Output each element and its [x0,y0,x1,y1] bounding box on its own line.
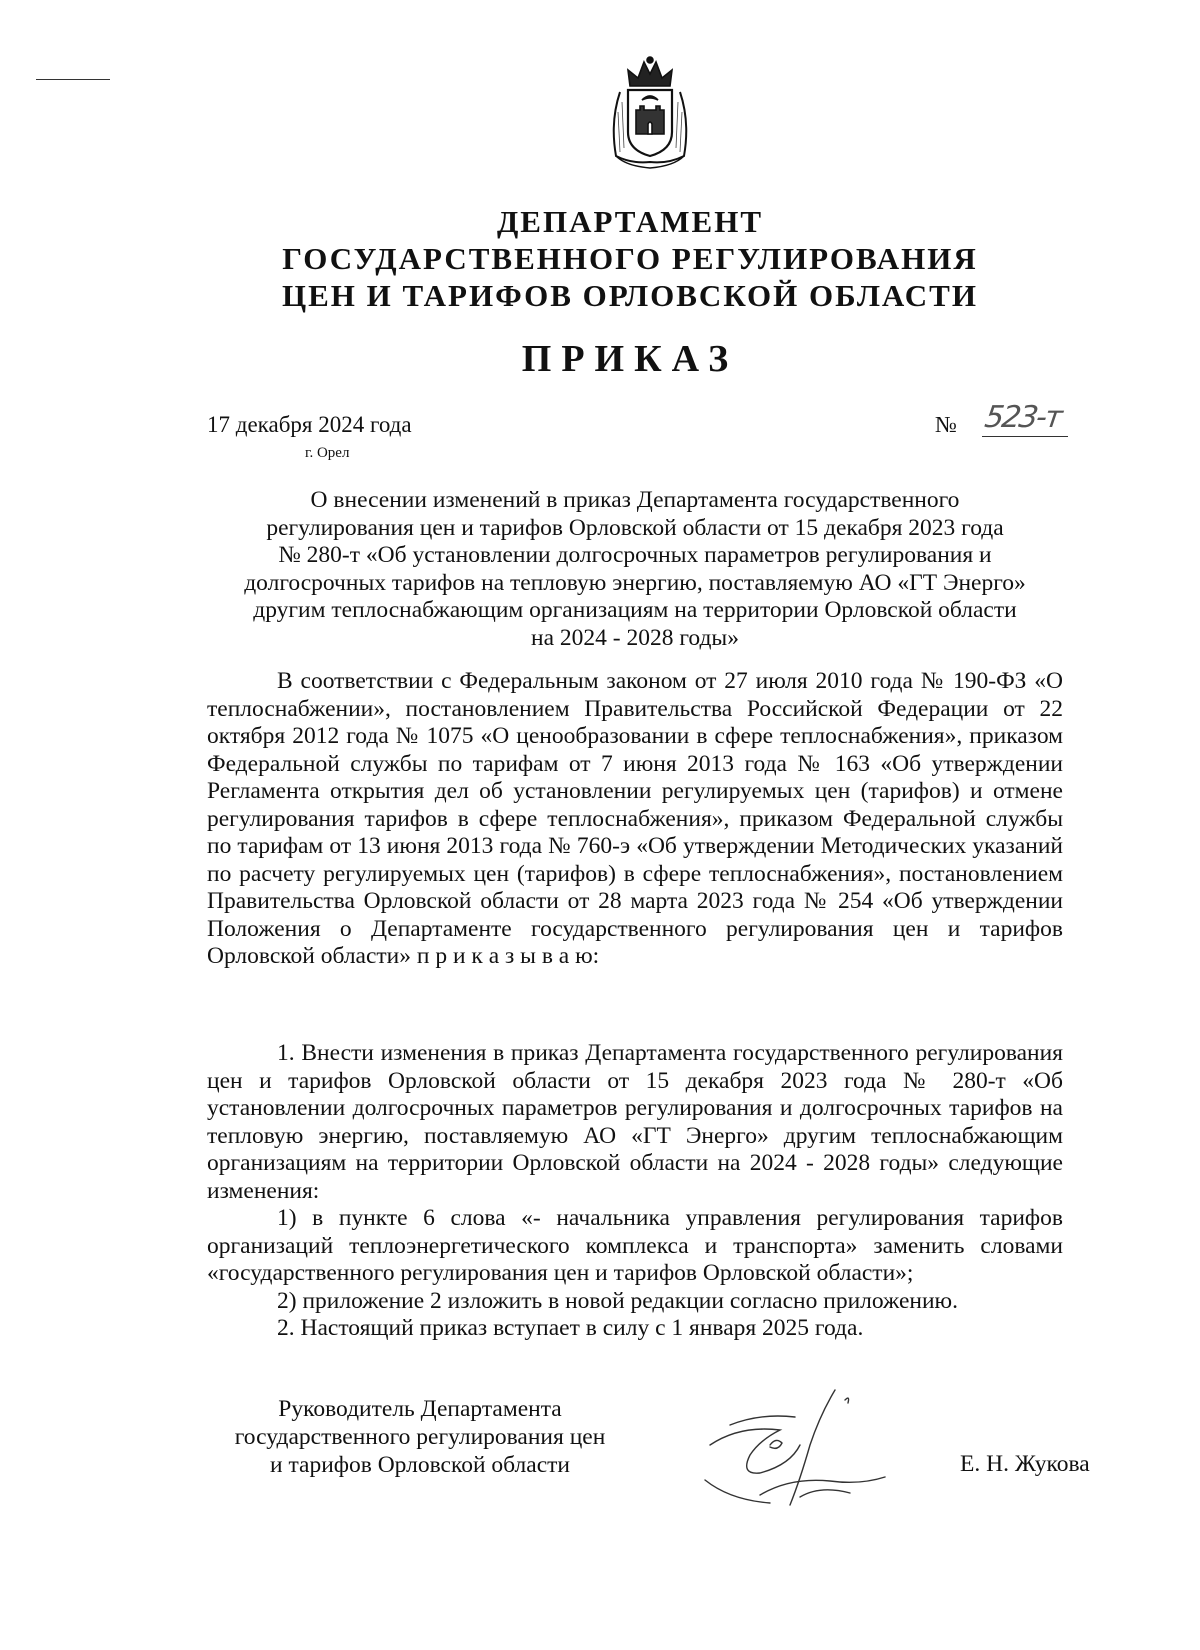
subject-line: № 280-т «Об установлении долгосрочных параметров регулирования и [278,542,992,568]
subject-line: О внесении изменений в приказ Департамента государственного [310,487,960,513]
department-line-3: ЦЕН И ТАРИФОВ ОРЛОВСКОЙ ОБЛАСТИ [282,278,978,313]
order-subject [200,487,1070,652]
number-underline [982,436,1068,437]
order-subitem-1: 1) в пункте 6 слова «- начальника управления регулирования тарифов организаций теплоэнергетического комплекса и транспорта» заменить словами «государственного регулирования цен и тарифов Орловской области»; [207,1205,1063,1286]
document-city: г. Орел [305,445,350,461]
order-item-2: 2. Настоящий приказ вступает в силу с 1 января 2025 года. [277,1315,864,1341]
department-line-2: ГОСУДАРСТВЕННОГО РЕГУЛИРОВАНИЯ [282,241,978,276]
order-item-1: 1. Внести изменения в приказ Департамента государственного регулирования цен и тарифов Орловской области от 15 декабря 2023 года № 280-т «Об установлении долгосрочных параметров регулирования и долгосрочных тарифов на тепловую энергию, поставляемую АО «ГТ Энерго» другим теплоснабжающим организациям на территории Орловской области на 2024 - 2028 годы» следующие изменения: [207,1040,1063,1204]
margin-mark [36,79,110,80]
coat-of-arms-icon [606,52,694,172]
document-type-title: ПРИКАЗ [521,338,739,380]
subject-line: другим теплоснабжающим организациям на территории Орловской области [253,597,1017,623]
signatory-title-line: государственного регулирования цен [234,1424,606,1450]
department-line-1: ДЕПАРТАМЕНТ [496,204,764,239]
signatory-title-line: Руководитель Департамента [278,1396,562,1422]
signatory-name: Е. Н. Жукова [960,1451,1090,1477]
signatory-title-line: и тарифов Орловской области [270,1452,570,1478]
subject-line: на 2024 - 2028 годы» [531,624,739,651]
preamble-paragraph: В соответствии с Федеральным законом от 27 июля 2010 года № 190-ФЗ «О теплоснабжении», постановлением Правительства Российской Федерации от 22 октября 2012 года № 1075 «О ценообразовании в сфере теплоснабжения», приказом Федеральной службы по тарифам от 7 июня 2013 года № 163 «Об утверждении Регламента открытия дел об установлении регулируемых цен (тарифов) и отмене регулирования тарифов в сфере теплоснабжения», приказом Федеральной службы по тарифам от 13 июня 2013 года № 760-э «Об утверждении Методических указаний по расчету регулируемых цен (тарифов) в сфере теплоснабжения», постановлением Правительства Орловской области от 28 марта 2023 года № 254 «Об утверждении Положения о Департаменте государственного регулирования цен и тарифов Орловской области» п р и к а з ы в а ю: [207,668,1063,969]
signatory-title [200,1395,640,1479]
department-header [200,203,1060,314]
number-label: № [935,412,957,437]
handwritten-signature [700,1385,900,1525]
order-subitem-2: 2) приложение 2 изложить в новой редакции согласно приложению. [277,1287,958,1314]
order-items [207,1040,1063,1343]
document-date: 17 декабря 2024 года [207,412,412,437]
subject-line: долгосрочных тарифов на тепловую энергию, поставляемую АО «ГТ Энерго» [244,569,1026,596]
subject-line: регулирования цен и тарифов Орловской области от 15 декабря 2023 года [266,514,1004,541]
handwritten-number: 523-т [982,400,1063,435]
